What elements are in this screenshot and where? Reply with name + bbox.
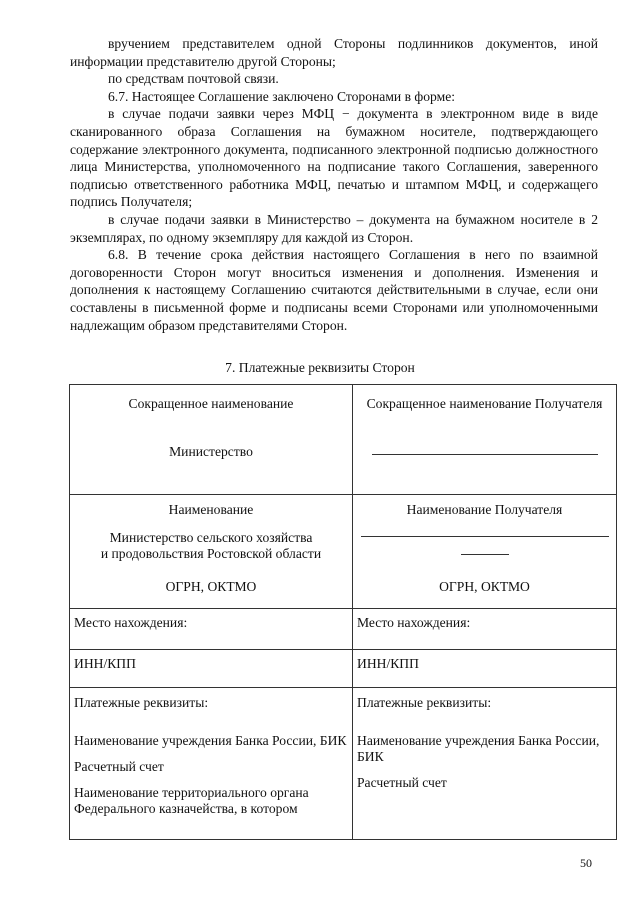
right-inn-label: ИНН/КПП: [357, 656, 419, 671]
agreement-text: [70, 35, 598, 334]
left-ogrn-label: ОГРН, ОКТМО: [165, 579, 257, 594]
right-location-label: Место нахождения:: [357, 615, 471, 630]
table-row: [70, 385, 617, 495]
page-number: 50: [580, 856, 592, 870]
paragraph: вручением представителем одной Стороны подлинников документов, иной информации представителю другой Стороны;: [70, 36, 598, 69]
right-name-cell: [353, 495, 617, 609]
right-short-name-label: Сокращенное наименование Получателя: [366, 396, 603, 411]
payment-details-table: [69, 384, 617, 840]
right-ogrn-label: ОГРН, ОКТМО: [439, 579, 530, 594]
right-payment-cell: [353, 688, 617, 840]
table-row: [70, 609, 617, 650]
section-title: 7. Платежные реквизиты Сторон: [225, 360, 415, 375]
left-inn-cell: [70, 650, 353, 688]
left-location-label: Место нахождения:: [74, 615, 188, 630]
paragraph: 6.8. В течение срока действия настоящего Соглашения в него по взаимной договоренности Сторон могут вноситься изменения и дополнения. Изменения и дополнения к настоящему Соглашению считаются действительными в случае, если они составлены в письменной форме и подписаны всеми Сторонами или уполномоченными надлежащим образом представителями Сторон.: [70, 247, 598, 333]
left-inn-label: ИНН/КПП: [74, 656, 136, 671]
right-location-cell: [353, 609, 617, 650]
left-short-name-value: Министерство: [169, 444, 253, 459]
short-line: [461, 554, 509, 555]
left-name-value-line1: Министерство сельского хозяйства: [109, 530, 313, 545]
paragraph: в случае подачи заявки в Министерство – документа на бумажном носителе в 2 экземплярах, по одному экземпляру для каждой из Сторон.: [70, 211, 598, 245]
paragraph: в случае подачи заявки через МФЦ − документа в электронном виде в виде сканированного образа Соглашения на бумажном носителе, подтверждающего содержание электронного документа, подписанного электронной подписью должностного лица Министерства, уполномоченного на подписание такого Соглашения, заверенного подписью ответственного работника МФЦ, печатью и штампом МФЦ, и содержащего подпись Получателя;: [70, 106, 598, 210]
table-row: [70, 495, 617, 609]
paragraph: по средствам почтовой связи.: [108, 71, 279, 87]
left-short-name-label: Сокращенное наименование: [128, 396, 294, 411]
left-payment-cell: [70, 688, 353, 840]
right-bank-label: Наименование учреждения Банка России, БИК: [357, 733, 600, 764]
signature-line: [372, 454, 598, 455]
left-name-cell: [70, 495, 353, 609]
right-short-name-cell: [353, 385, 617, 495]
left-treasury-label: Наименование территориального органа Федерального казначейства, в котором: [74, 785, 309, 816]
left-bank-label: Наименование учреждения Банка России, БИК: [74, 733, 347, 748]
right-account-label: Расчетный счет: [357, 775, 447, 790]
table-row: [70, 650, 617, 688]
name-line: [361, 536, 609, 537]
left-payment-label: Платежные реквизиты:: [74, 695, 209, 710]
right-inn-cell: [353, 650, 617, 688]
left-account-label: Расчетный счет: [74, 759, 164, 774]
table-row: [70, 688, 617, 840]
right-payment-label: Платежные реквизиты:: [357, 695, 492, 710]
left-location-cell: [70, 609, 353, 650]
left-name-value-line2: и продовольствия Ростовской области: [100, 546, 322, 561]
left-short-name-cell: [70, 385, 353, 495]
right-name-label: Наименование Получателя: [406, 502, 563, 517]
left-name-label: Наименование: [168, 502, 254, 517]
paragraph: 6.7. Настоящее Соглашение заключено Сторонами в форме:: [108, 88, 456, 104]
